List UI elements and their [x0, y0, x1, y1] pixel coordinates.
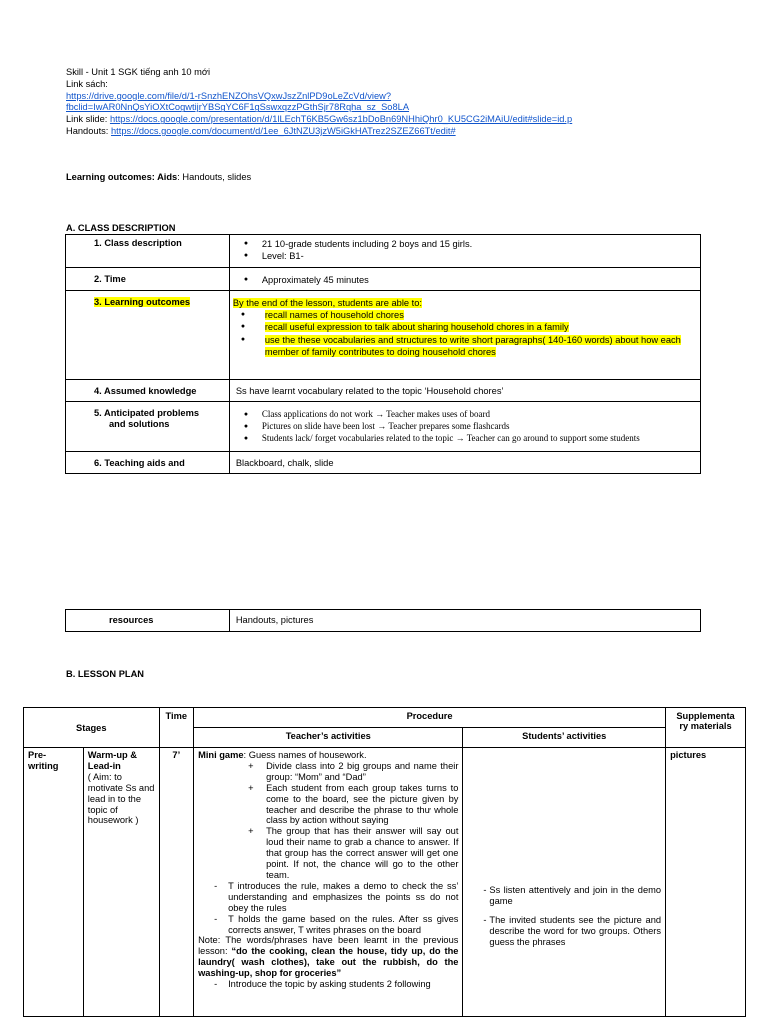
list-item: - T holds the game based on the rules. After ss gives corrects answer, T writes phrases on the board	[198, 914, 458, 936]
handouts-url[interactable]: https://docs.google.com/document/d/1ee_6JtNZU3jzW5iGkHATrez2SZEZ66Tt/edit#	[110, 125, 456, 136]
mini-game-label: Mini game	[198, 750, 244, 760]
link-slide-url[interactable]: https://docs.google.com/presentation/d/1lLEchT6KB5Gw6sz1bDoBn69NHhiQhr0_KU5CG2iMAiU/edit#slide=id.p	[109, 114, 573, 125]
table-row	[24, 748, 746, 1017]
outcomes-intro: By the end of the lesson, students are able to:	[232, 298, 422, 308]
learning-outcomes-line	[66, 172, 251, 182]
learning-outcomes-value: : Handouts, slides	[177, 172, 252, 182]
link-slide-label: Link slide:	[66, 114, 108, 125]
link-sach-url-2[interactable]: fbclid=IwAR0NnQsYiOXtCogwtijrYBSgYC6F1gSswxqzzPGthSjr78Rqha_sz_So8LA	[66, 102, 410, 113]
table-header-row	[24, 708, 746, 728]
section-a-title: A. CLASS DESCRIPTION	[66, 223, 176, 233]
cell-text: Blackboard, chalk, slide	[235, 458, 334, 468]
header-procedure: Procedure	[194, 708, 666, 728]
table-row	[66, 452, 701, 474]
teacher-activities	[194, 748, 463, 1017]
row-label: resources	[109, 615, 154, 625]
document-header	[66, 67, 572, 138]
class-description-table	[65, 234, 701, 474]
row-label: 6. Teaching aids and	[94, 458, 185, 468]
table-row	[66, 268, 701, 291]
lesson-plan-table	[23, 707, 746, 1017]
learning-outcomes-label: Learning outcomes: Aids	[66, 172, 178, 182]
header-stages: Stages	[24, 708, 160, 748]
row-label: 2. Time	[94, 274, 126, 284]
list-item: - The invited students see the picture and describe the word for two groups. Others guess the phrases	[467, 915, 661, 948]
row-label: 3. Learning outcomes	[94, 297, 191, 307]
mini-game-text: : Guess names of housework.	[243, 750, 367, 760]
list-item: ● Level: B1-	[236, 250, 694, 262]
header-students: Students’ activities	[463, 728, 666, 748]
list-item: use the these vocabularies and structures to write short paragraphs( 140-160 words) about how each member of family contributes to doing household chores	[264, 334, 681, 357]
table-row	[66, 291, 701, 380]
link-sach-url-1[interactable]: https://drive.google.com/file/d/1-rSnzhENZOhsVQxwJszZnlPD9oLeZcVd/view?	[66, 90, 392, 101]
table-row	[66, 380, 701, 402]
list-item: - T introduces the rule, makes a demo to check the ss’ understanding and emphasizes the points ss do not obey the rules	[198, 881, 458, 914]
list-item: + Divide class into 2 big groups and name their group: “Mom” and “Dad”	[198, 761, 458, 783]
header-time: Time	[159, 708, 194, 748]
list-item: recall names of household chores	[264, 310, 404, 321]
list-item: ● Approximately 45 minutes	[236, 274, 694, 286]
class-description-table-continued	[65, 609, 701, 632]
row-label: 4. Assumed knowledge	[94, 386, 197, 396]
list-item: ● Students lack/ forget vocabularies related to the topic → Teacher can go around to support some students	[236, 432, 694, 444]
list-item: - Ss listen attentively and join in the demo game	[467, 885, 661, 907]
table-row	[66, 235, 701, 268]
header-teacher: Teacher’s activities	[194, 728, 463, 748]
row-label: 5. Anticipated problems	[94, 408, 200, 418]
time-cell: 7’	[159, 748, 194, 1017]
table-row	[66, 402, 701, 452]
list-item: - Introduce the topic by asking students 2 following	[198, 979, 458, 990]
header-supplementary: Supplementa ry materials	[666, 708, 746, 748]
list-item: + The group that has their answer will say out loud their name to grab a chance to answer. If that group has the correct answer will get one point. If not, the chance will go to the other team.	[198, 826, 458, 881]
list-item: ● 21 10-grade students including 2 boys and 15 girls.	[236, 238, 694, 250]
stage-cell: Pre- writing	[24, 748, 84, 1017]
row-label: 1. Class description	[94, 238, 182, 248]
list-item: ● Pictures on slide have been lost → Teacher prepares some flashcards	[236, 420, 694, 432]
section-b-title: B. LESSON PLAN	[66, 669, 144, 679]
cell-text: Handouts, pictures	[235, 615, 314, 625]
skill-line: Skill - Unit 1 SGK tiếng anh 10 mới	[66, 67, 211, 77]
link-sach-label: Link sách:	[66, 78, 108, 89]
note-bold: “do the cooking, clean the house, tidy up, do the laundry( wash clothes), take out the rubbish, do the washing-up, shop for groceries”	[198, 946, 459, 979]
handouts-label: Handouts:	[66, 125, 109, 136]
substage-desc: ( Aim: to motivate Ss and lead in to the topic of housework )	[87, 771, 155, 826]
list-item: + Each student from each group takes turns to come to the board, see the picture given by teacher and describe the phrase to thư whole class by action without saying	[198, 783, 458, 827]
supplementary-cell: pictures	[666, 748, 746, 1017]
list-item: ● Class applications do not work → Teacher makes uses of board	[236, 408, 694, 420]
students-activities	[463, 748, 666, 1017]
substage-title: Warm-up & Lead-in	[87, 750, 138, 771]
list-item: recall useful expression to talk about sharing household chores in a family	[264, 322, 569, 333]
row-label-continued: and solutions	[109, 419, 170, 429]
note-text: Note: The words/phrases have been learnt in the previous lesson:	[198, 935, 459, 957]
table-row	[66, 610, 701, 632]
cell-text: Ss have learnt vocabulary related to the topic ‘Household chores’	[235, 386, 504, 396]
